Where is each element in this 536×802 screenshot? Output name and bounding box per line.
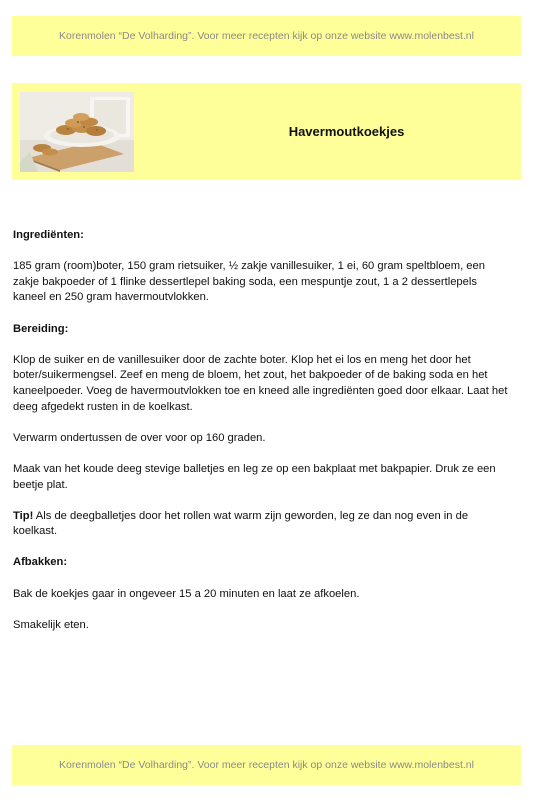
ingredients-text: 185 gram (room)boter, 150 gram rietsuiker, ½ zakje vanillesuiker, 1 ei, 60 gram speltbloem, een zakje bakpoeder of 1 flinke dessertlepel baking soda, een mespuntje zout, 1 a 2 dessertlepels kaneel en 250 gram havermoutvlokken.: [13, 260, 485, 304]
recipe-content: [13, 228, 508, 649]
baking-text: Bak de koekjes gaar in ongeveer 15 a 20 minuten en laat ze afkoelen.: [13, 587, 360, 600]
cookies-photo-icon: [20, 92, 134, 172]
header-text: Korenmolen “De Volharding”. Voor meer recepten kijk op onze website www.molenbest.nl: [59, 30, 474, 42]
ingredients-heading: Ingrediënten:: [13, 229, 84, 241]
tip-label: Tip!: [13, 509, 34, 522]
tip-text: Als de deegballetjes door het rollen wat warm zijn geworden, leg ze dan nog even in de koelkast.: [13, 509, 469, 538]
baking-heading: Afbakken:: [13, 556, 68, 569]
recipe-title: Havermoutkoekjes: [288, 124, 405, 139]
page-footer: [12, 745, 521, 785]
preparation-step-3: Maak van het koude deeg stevige balletjes en leg ze op een bakplaat met bakpapier. Druk ze een beetje plat.: [13, 462, 496, 491]
preparation-heading: Bereiding:: [13, 322, 69, 335]
preparation-step-2: Verwarm ondertussen de over voor op 160 graden.: [13, 431, 266, 444]
closing-text: Smakelijk eten.: [13, 618, 89, 631]
tip-paragraph: [13, 509, 508, 540]
page-header: [12, 16, 521, 56]
footer-text: Korenmolen “De Volharding”. Voor meer recepten kijk op onze website www.molenbest.nl: [59, 759, 474, 771]
cookies-photo-graphic: [20, 92, 134, 172]
recipe-title-banner: [12, 83, 521, 180]
preparation-step-1: Klop de suiker en de vanillesuiker door de zachte boter. Klop het ei los en meng het door het boter/suikermengsel. Zeef en meng de bloem, het zout, het bakpoeder of de baking soda en het kaneelpoeder. Voeg de havermoutvlokken toe en kneed alle ingrediënten goed door elkaar. Laat het deeg afgedekt rusten in de koelkast.: [13, 353, 508, 413]
